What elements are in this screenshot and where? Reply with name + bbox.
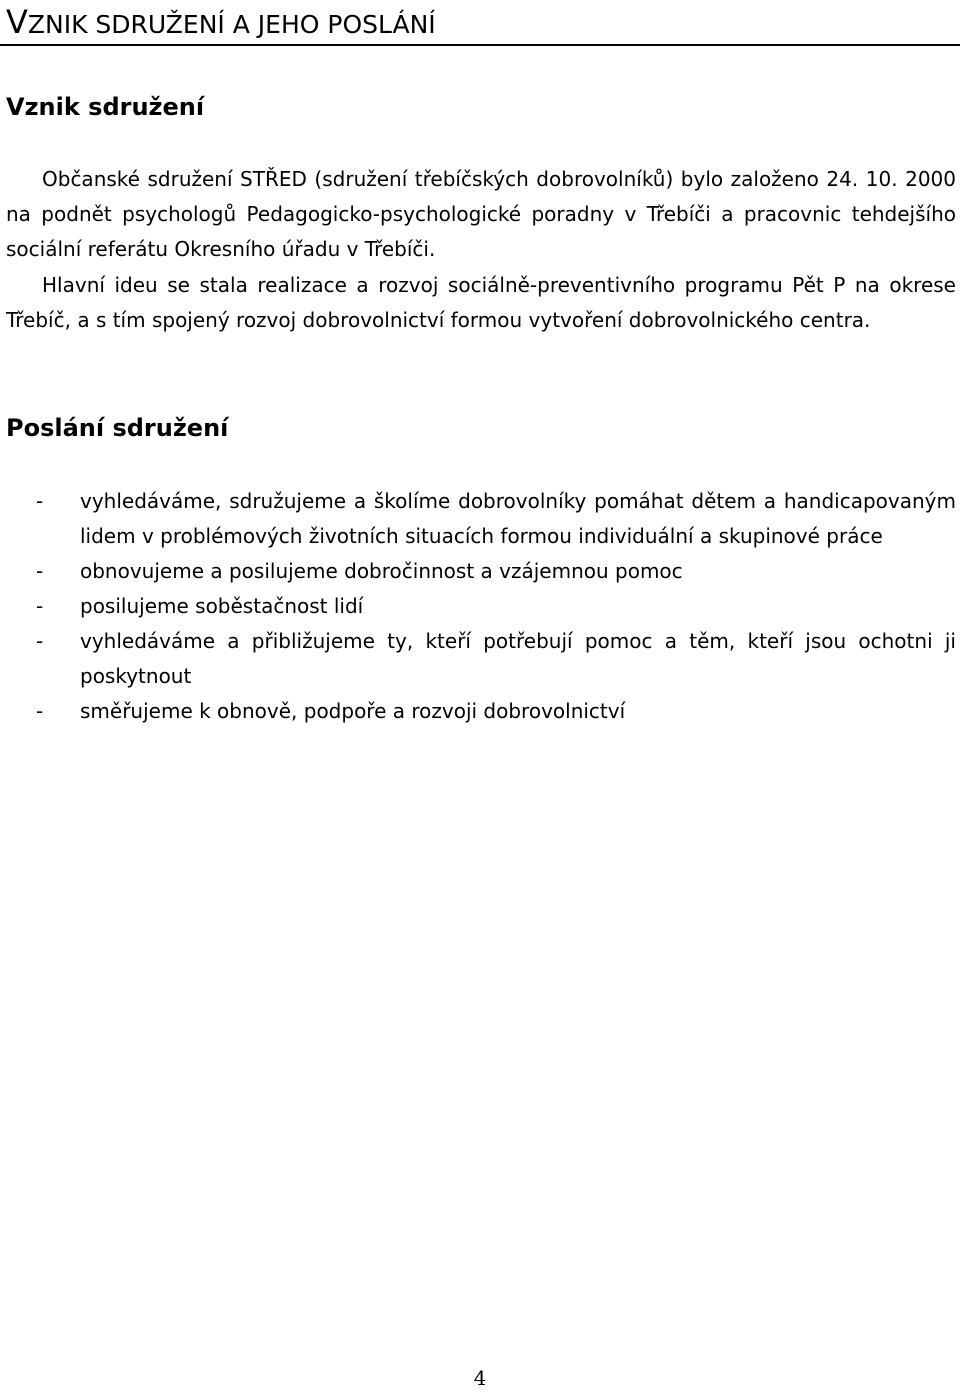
list-item <box>6 589 956 624</box>
mission-list <box>6 484 956 729</box>
list-item-text: obnovujeme a posilujeme dobročinnost a vzájemnou pomoc <box>80 559 683 583</box>
list-item-text: směřujeme k obnově, podpoře a rozvoji dobrovolnictví <box>80 699 626 723</box>
list-dash: - <box>36 489 44 513</box>
list-item-text: vyhledáváme a přibližujeme ty, kteří potřebují pomoc a těm, kteří jsou ochotni ji poskytnout <box>80 629 956 688</box>
list-dash: - <box>36 629 44 653</box>
list-dash: - <box>36 594 44 618</box>
heading-vznik-sdruzeni: Vznik sdružení <box>6 93 205 121</box>
list-item-text: vyhledáváme, sdružujeme a školíme dobrovolníky pomáhat dětem a handicapovaným lidem v problémových životních situacích formou individuální a skupinové práce <box>80 489 956 548</box>
list-dash: - <box>36 559 44 583</box>
page-title-rest: ZNIK SDRUŽENÍ A JEHO POSLÁNÍ <box>27 10 436 39</box>
heading-poslani-sdruzeni: Poslání sdružení <box>6 414 229 442</box>
title-underline <box>0 44 960 46</box>
list-item <box>6 624 956 694</box>
list-item <box>6 694 956 729</box>
list-item <box>6 484 956 554</box>
paragraph-main-idea: Hlavní ideu se stala realizace a rozvoj sociálně-preventivního programu Pět P na okrese Třebíč, a s tím spojený rozvoj dobrovolnictví formou vytvoření dobrovolnického centra. <box>6 273 956 332</box>
list-dash: - <box>36 699 44 723</box>
page-title-initial: V <box>6 3 28 41</box>
page-number: 4 <box>473 1366 487 1390</box>
list-item-text: posilujeme soběstačnost lidí <box>80 594 364 618</box>
list-item <box>6 554 956 589</box>
page-title <box>6 2 436 45</box>
paragraph-founding: Občanské sdružení STŘED (sdružení třebíčských dobrovolníků) bylo založeno 24. 10. 2000 na podnět psychologů Pedagogicko-psychologické poradny v Třebíči a pracovnic tehdejšího sociální referátu Okresního úřadu v Třebíči. <box>6 167 956 261</box>
